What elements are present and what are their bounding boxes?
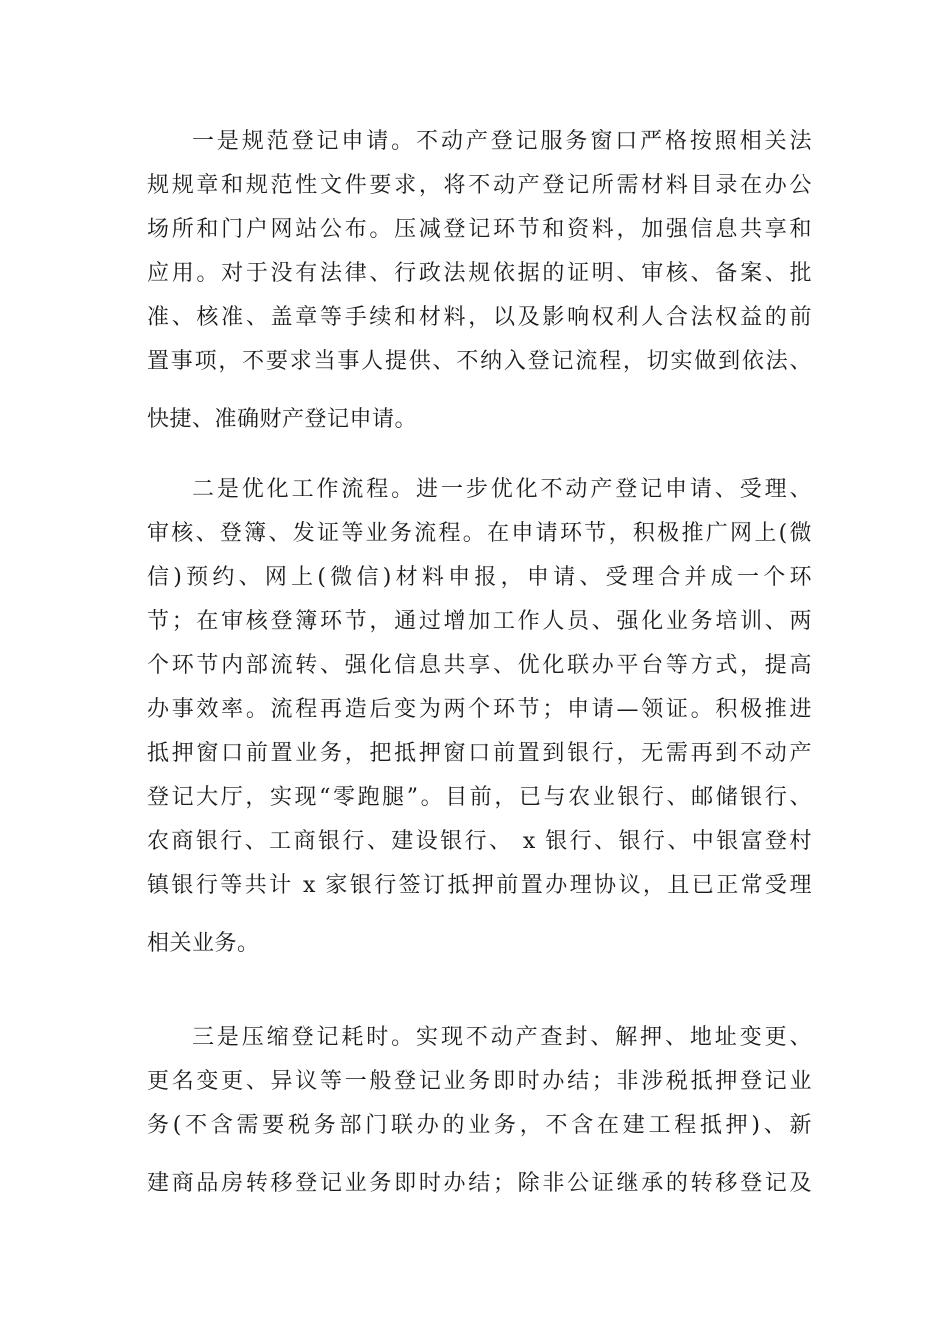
text-line: 场所和门户网站公布。压减登记环节和资料，加强信息共享和 [147,217,812,242]
text-line: 抵押窗口前置业务，把抵押窗口前置到银行，无需再到不动产 [147,741,812,766]
text-line: 相关业务。 [147,931,260,956]
text-line: 快捷、准确财产登记申请。 [147,407,418,432]
text-line: 个环节内部流转、强化信息共享、优化联办平台等方式，提高 [147,653,812,678]
text-line: 信)预约、网上(微信)材料申报，申请、受理合并成一个环 [147,565,812,590]
paragraph-2 [147,468,812,966]
text-line: 农商银行、工商银行、建设银行、 x 银行、银行、中银富登村 [147,829,812,854]
text-line: 一是规范登记申请。不动产登记服务窗口严格按照相关法 [192,129,812,154]
text-line: 三是压缩登记耗时。实现不动产查封、解押、地址变更、 [192,1025,812,1050]
text-line: 规规章和规范性文件要求，将不动产登记所需材料目录在办公 [147,173,812,198]
text-line: 二是优化工作流程。进一步优化不动产登记申请、受理、 [192,477,812,502]
text-line: 更名变更、异议等一般登记业务即时办结；非涉税抵押登记业 [147,1069,812,1094]
text-line: 务(不含需要税务部门联办的业务，不含在建工程抵押)、新 [147,1113,812,1138]
text-line: 节；在审核登簿环节，通过增加工作人员、强化业务培训、两 [147,609,812,634]
text-line: 建商品房转移登记业务即时办结；除非公证继承的转移登记及 [147,1171,812,1196]
text-line: 置事项，不要求当事人提供、不纳入登记流程，切实做到依法、 [147,349,812,374]
text-line: 应用。对于没有法律、行政法规依据的证明、审核、备案、批 [147,261,812,286]
text-line: 审核、登簿、发证等业务流程。在申请环节，积极推广网上(微 [147,521,812,546]
paragraph-1 [147,120,812,442]
text-line: 登记大厅，实现“零跑腿”。目前，已与农业银行、邮储银行、 [147,785,812,810]
paragraph-3 [147,1016,812,1206]
text-line: 准、核准、盖章等手续和材料，以及影响权利人合法权益的前 [147,305,812,330]
text-line: 镇银行等共计 x 家银行签订抵押前置办理协议，且已正常受理 [147,873,812,898]
text-line: 办事效率。流程再造后变为两个环节；申请—领证。积极推进 [147,697,812,722]
